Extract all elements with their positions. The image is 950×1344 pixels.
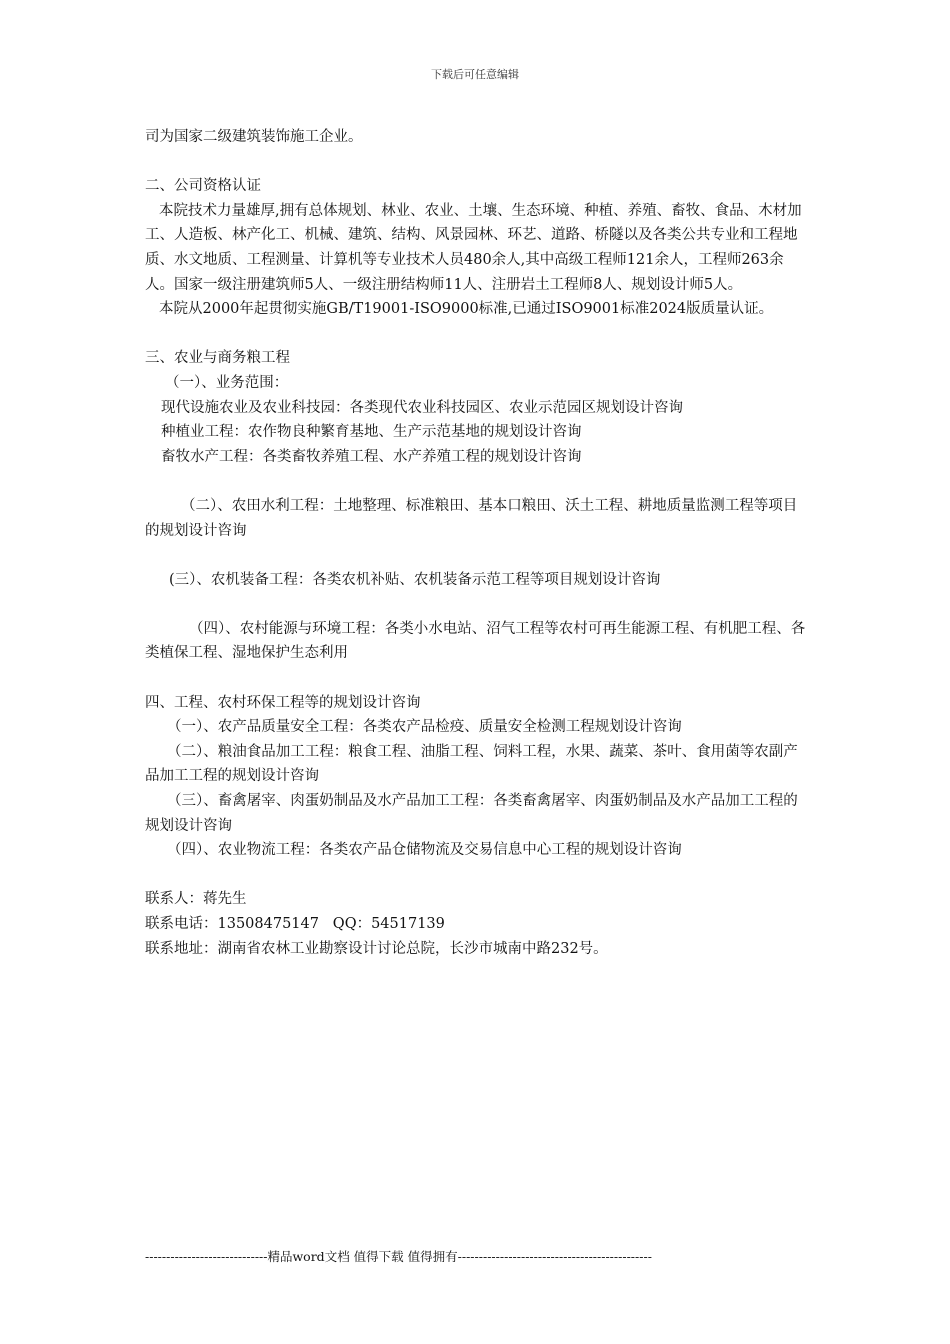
contact-phone: 联系电话：13508475147 QQ：54517139 [145,916,445,932]
section-4-sub-1: （一）、农产品质量安全工程：各类农产品检疫、质量安全检测工程规划设计咨询 [167,719,682,736]
section-4-sub-3: （三）、畜禽屠宰、肉蛋奶制品及水产品加工工程：各类畜禽屠宰、肉蛋奶制品及水产品加工工程的规划设计咨询 [145,793,798,834]
section-3-sub-4: （四）、农村能源与环境工程：各类小水电站、沼气工程等农村可再生能源工程、有机肥工程、各类植保工程、湿地保护生态利用 [145,620,806,662]
blank-line [145,666,810,691]
blank-line [145,592,810,617]
page-footer: -----------------------------精品word文档 值得下载 值得拥有---------------------------------------------- [145,1249,652,1264]
blank-line [145,469,810,494]
section-3-sub-1: （一）、业务范围： [165,374,289,391]
section-3-item-2: 种植业工程：农作物良种繁育基地、生产示范基地的规划设计咨询 [161,424,582,441]
contact-address: 联系地址：湖南省农林工业勘察设计讨论总院，长沙市城南中路232号。 [145,940,608,957]
section-3-title: 三、农业与商务粮工程 [145,350,290,367]
section-3-item-3: 畜牧水产工程：各类畜牧养殖工程、水产养殖工程的规划设计咨询 [161,448,582,465]
blank-line [145,543,810,568]
contact-person: 联系人：蒋先生 [145,891,247,908]
section-2-paragraph-1: 本院技术力量雄厚,拥有总体规划、林业、农业、土壤、生态环境、种植、养殖、畜牧、食品、木材加工、人造板、林产化工、机械、建筑、结构、风景园林、环艺、道路、桥隧以及各类公共专业和工程地质、水文地质、工程测量、计算机等专业技术人员480余人,其中高级工程师121余人，工程师263余人。国家一级注册建筑师5人、一级注册结构师11人、注册岩土工程师8人、规划设计师5人。 [145,202,802,293]
section-4-sub-4: （四）、农业物流工程：各类农产品仓储物流及交易信息中心工程的规划设计咨询 [167,842,682,859]
document-body [145,125,810,961]
section-3-sub-2: （二）、农田水利工程：土地整理、标准粮田、基本口粮田、沃土工程、耕地质量监测工程等项目的规划设计咨询 [145,497,798,539]
intro-paragraph: 司为国家二级建筑装饰施工企业。 [145,129,363,145]
section-4-sub-2: （二）、粮油食品加工工程：粮食工程、油脂工程、饲料工程，水果、蔬菜、茶叶、食用菌等农副产品加工工程的规划设计咨询 [145,743,798,785]
section-2-title: 二、公司资格认证 [145,178,261,195]
blank-line [145,322,810,347]
blank-line [145,150,810,175]
section-3-sub-3: (三）、农机装备工程：各类农机补贴、农机装备示范工程等项目规划设计咨询 [169,571,661,588]
section-4-title: 四、工程、农村环保工程等的规划设计咨询 [145,694,421,711]
section-2-paragraph-2: 本院从2000年起贯彻实施GB/T19001-ISO9000标准,已通过ISO9001标准2024版质量认证。 [159,301,774,318]
section-3-item-1: 现代设施农业及农业科技园：各类现代农业科技园区、农业示范园区规划设计咨询 [161,399,683,416]
blank-line [145,863,810,888]
page-header: 下载后可任意编辑 [431,68,519,81]
